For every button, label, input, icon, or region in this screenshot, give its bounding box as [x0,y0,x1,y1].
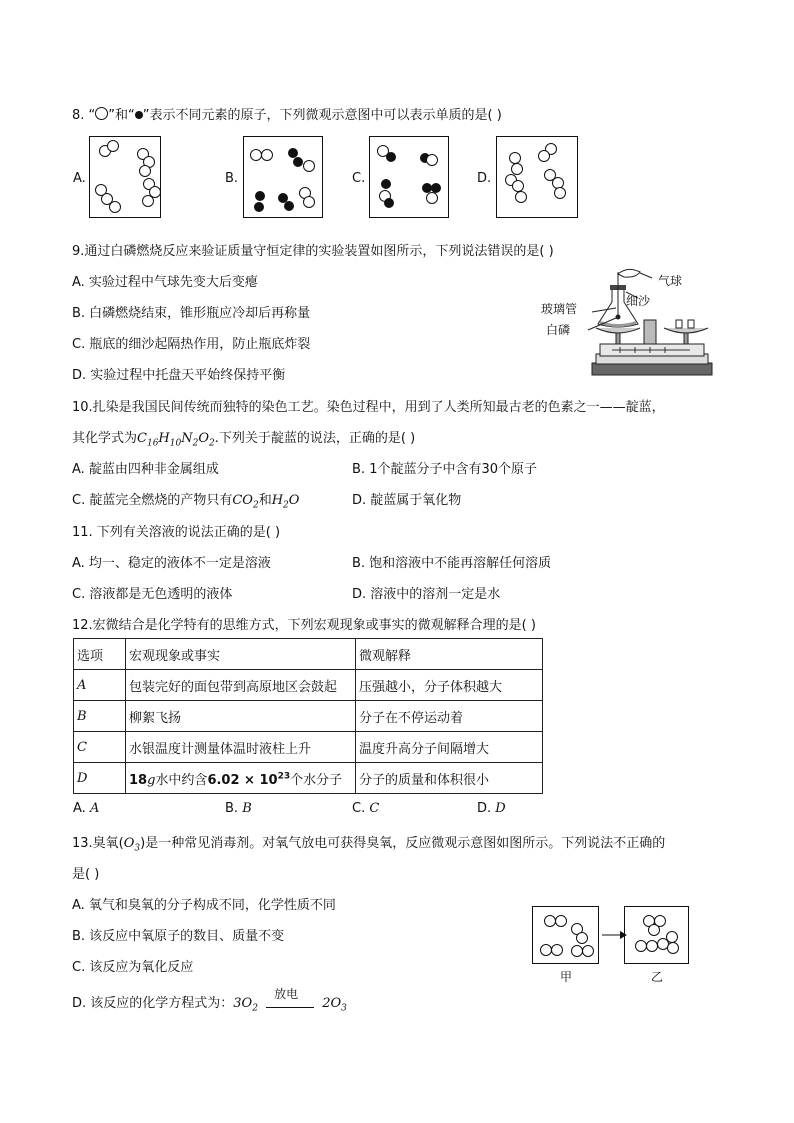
q8-diagram-a [89,136,161,218]
q9-option-c: C. 瓶底的细沙起隔热作用，防止瓶底炸裂 [72,337,311,352]
q9-stem: 9.通过白磷燃烧反应来验证质量守恒定律的实验装置如图所示，下列说法错误的是( ) [72,244,554,259]
q8-option-b-label: B. [225,171,239,186]
q11-stem: 11. 下列有关溶液的说法正确的是( ) [72,525,281,540]
q12-answer-d: D. D [477,801,506,816]
table-row [74,763,543,794]
q13-option-b: B. 该反应中氧原子的数目、质量不变 [72,929,285,944]
q8-stem: 8. “ ”和“ ”表示不同元素的原子，下列微观示意图中可以表示单质的是( ) [72,108,502,123]
q13-label-before: 甲 [560,970,573,984]
q10-option-d: D. 靛蓝属于氧化物 [352,493,462,508]
table-header-cell: 宏观现象或事实 [126,639,356,670]
q9-label-phosphorus: 白磷 [546,323,571,337]
table-cell-explain: 压强越小，分子体积越大 [356,670,543,701]
black-atom-icon [135,111,143,119]
q12-answer-c: C. C [352,801,380,816]
table-header-cell: 微观解释 [356,639,543,670]
q12-stem: 12.宏微结合是化学特有的思维方式，下列宏观现象或事实的微观解释合理的是( ) [72,618,536,633]
table-cell-option: A [74,670,126,701]
q10-option-a: A. 靛蓝由四种非金属组成 [72,462,219,477]
q13-option-a: A. 氧气和臭氧的分子构成不同，化学性质不同 [72,898,336,913]
table-header-row [74,639,543,670]
q9-label-balloon: 气球 [658,274,683,288]
q9-option-b: B. 白磷燃烧结束，锥形瓶应冷却后再称量 [72,306,311,321]
reaction-arrow: 放电 [266,997,314,1011]
q10-option-c: C. 靛蓝完全燃烧的产物只有$CO_2$和$H_2O$ [72,493,300,511]
table-row [74,701,543,732]
table-cell-fact: 18g水中约含$6.02 \times 10^{23}$个水分子 [126,763,356,794]
q13-reaction-diagram [532,906,692,966]
white-atom-icon [95,107,108,120]
q12-table [73,638,543,794]
table-cell-option: C [74,732,126,763]
table-row [74,670,543,701]
q12-answer-b: B. B [225,801,252,816]
q8-diagram-d [496,136,578,218]
q8-option-c-label: C. [352,171,366,186]
q10-stem-line1: 10.扎染是我国民间传统而独特的染色工艺。染色过程中，用到了人类所知最古老的色素之一——靛蓝， [72,400,665,415]
table-row [74,732,543,763]
q8-diagram-c [369,136,449,218]
table-cell-explain: 分子的质量和体积很小 [356,763,543,794]
q13-option-c: C. 该反应为氧化反应 [72,960,194,975]
q10-stem-line2: 其化学式为$C_{16}H_{10}N_2O_2$.下列关于靛蓝的说法，正确的是( ) [72,431,416,449]
q13-label-after: 乙 [651,970,664,984]
q8-option-a-label: A. [73,171,86,186]
table-cell-explain: 分子在不停运动着 [356,701,543,732]
q13-stem-line1: 13.臭氧$(O_3)$是一种常见消毒剂。对氧气放电可获得臭氧，反应微观示意图如图所示。下列说法不正确的 [72,836,666,854]
table-cell-fact: 水银温度计测量体温时液柱上升 [126,732,356,763]
q13-stem-line2: 是( ) [72,867,100,882]
q9-label-tube: 玻璃管 [541,302,578,316]
q12-answer-a: A. A [73,801,100,816]
table-cell-fact: 柳絮飞扬 [126,701,356,732]
q11-option-c: C. 溶液都是无色透明的液体 [72,587,233,602]
table-cell-option: B [74,701,126,732]
q8-diagram-b [243,136,323,218]
q11-option-a: A. 均一、稳定的液体不一定是溶液 [72,556,271,571]
q9-label-sand: 细沙 [626,294,651,308]
q8-option-d-label: D. [477,171,492,186]
q11-option-d: D. 溶液中的溶剂一定是水 [352,587,501,602]
q9-option-a: A. 实验过程中气球先变大后变瘪 [72,275,258,290]
indigo-formula: $C_{16}H_{10}N_2O_2$ [137,431,215,449]
q13-option-d: D. 该反应的化学方程式为：$3O_2$ 放电 $2O_3$ [72,986,347,1014]
q9-option-d: D. 实验过程中托盘天平始终保持平衡 [72,368,286,383]
table-cell-option: D [74,763,126,794]
table-header-cell: 选项 [74,639,126,670]
q10-option-b: B. 1个靛蓝分子中含有30个原子 [352,462,538,477]
table-cell-explain: 温度升高分子间隔增大 [356,732,543,763]
q11-option-b: B. 饱和溶液中不能再溶解任何溶质 [352,556,552,571]
table-cell-fact: 包装完好的面包带到高原地区会鼓起 [126,670,356,701]
